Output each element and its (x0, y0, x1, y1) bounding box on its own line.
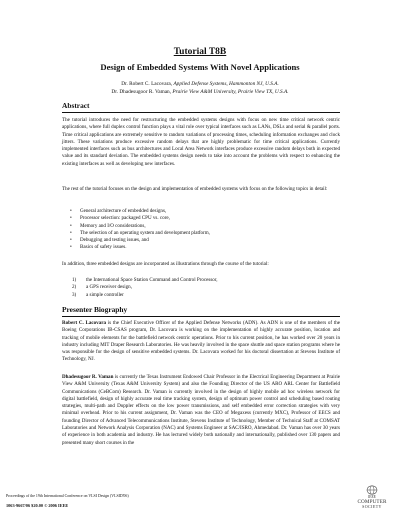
list-item: • Debugging and testing issues, and (80, 237, 210, 244)
list-number: 2) (72, 284, 77, 291)
abstract-paragraph-3: In addition, three embedded designs are incorporated as illustrations through the course of the tutorial: (62, 261, 269, 267)
logo-line-3: SOCIETY (362, 504, 382, 509)
list-item (72, 292, 218, 299)
ieee-computer-society-logo (352, 485, 392, 515)
list-item: • General architecture of embedded designs, (80, 208, 210, 215)
presenter-name: Robert C. Lacovara (62, 320, 106, 326)
biography-paragraph-1 (62, 320, 340, 364)
list-text: a GPS receiver design, (86, 284, 132, 291)
list-item: • Processor selection: packaged CPU vs. core, (80, 215, 210, 222)
author-affiliation: Prairie View A&M University, Prairie View TX, U.S.A. (172, 89, 289, 95)
list-number: 3) (72, 291, 77, 298)
author-line-1 (0, 81, 400, 88)
list-item: • The selection of an operating system and development platform, (80, 230, 210, 237)
topics-list (80, 208, 210, 252)
designs-list (72, 277, 218, 299)
author-line-2 (0, 89, 400, 96)
list-item (72, 284, 218, 291)
biography-text: is the Chief Executive Officer of the Applied Defense Networks (ADN). As ADN is one of the members of the Boeing Corporations IB-CSAS program, Dr. Lacovara is working on the implementation of highly accurate position, location and tracking of mobile elements for the battlefield network centric operations. Prior to his current position, he has worked over 20 years in industry including MIT Draper Research Laboratories. He was heavily involved in the space shuttle and space station programs where he was responsible for the design of sensitive embedded systems. Dr. Lacovara worked for his doctoral dissertation at Stevens Institute of Technology, NJ. (62, 320, 341, 363)
globe-icon (366, 485, 378, 495)
footer-proceedings: Proceedings of the 19th International Conference on VLSI Design (VLSID'06) (6, 494, 129, 498)
list-text: a simple controller (86, 291, 124, 298)
list-item: • Memory and I/O considerations, (80, 223, 210, 230)
abstract-paragraph-2: The rest of the tutorial focuses on the design and implementation of embedded systems with focus on the following topics in detail: (62, 186, 328, 192)
logo-line-1: IEEE (368, 495, 376, 499)
abstract-paragraph-1: The tutorial introduces the need for restructuring the embedded systems designs with focus on new time critical network centric applications, where full duplex control function plays a vital role over typical interfaces such as LANs, DSLs and serial & parallel ports. Time critical applications are extremely sensitive to random variations of processing times, scheduling information exchanges and clock jitters. These variations produce excessive random delays that are highly problematic for time critical applications. Currently implemented interfaces such as bus architectures and Local Area Network interfaces produce excessive random delays both in expected value and its standard deviation. The embedded systems design needs to take into account the problems with respect to enhancing the existing interfaces as well as developing new interfaces. (62, 117, 340, 167)
paper-title: Design of Embedded Systems With Novel Applications (100, 62, 300, 72)
biography-heading: Presenter Biography (62, 305, 128, 314)
list-number: 1) (72, 277, 77, 283)
abstract-heading: Abstract (62, 101, 90, 110)
author-name: Dr. Dhadesugoor R. Vaman, (111, 89, 172, 95)
footer-copyright: 1063-9667/06 $20.00 © 2006 IEEE (6, 503, 69, 508)
author-affiliation: Applied Defense Systems, Hammonton NJ, U.S.A. (173, 81, 279, 87)
list-item: • Basics of safety issues. (80, 244, 210, 251)
author-name: Dr. Robert C. Lacovara, (121, 81, 173, 87)
list-text: the International Space Station Command and Control Processor, (86, 277, 218, 283)
presenter-name: Dhadesugoor R. Vaman (62, 374, 114, 380)
tutorial-label: Tutorial T8B (173, 47, 227, 57)
abstract-rule (62, 112, 340, 113)
biography-text: is currently the Texas Instrument Endowed Chair Professor in the Electrical Engineering Department at Prairie View A&M University (Texas A&M University System) and also the Founding Director of the US ARO ARL Center for Battlefield Communications (CeBCom) Research. Dr. Vaman is currently involved in the design of highly mobile ad hoc wireless network for digital battlefield, design of highly accurate real time tracking system, design of optimum power control and scheduling based routing strategies, multi-path and Doppler effects on the low power transmissions, and self embedded error correction strategies with very minimal overhead. Prior to his current assignment, Dr. Vaman was the CEO of Megaxess (currently MXC), Professor of EECS and founding Director of Advanced Telecommunications Institute, Stevens Institute of Technology, Member of Technical Staff at COMSAT Laboratories and Network Analysis Corporation (NAC) and Systems Engineer at SAC/ISRO, Ahmedabad. Dr. Vaman has over 30 years of experience in both academia and industry. He has lectured widely both nationally and internationally, published over 130 papers and presented many short courses in the (62, 374, 340, 446)
biography-paragraph-2 (62, 374, 340, 447)
biography-rule (62, 316, 340, 317)
logo-line-2: COMPUTER (357, 499, 387, 505)
